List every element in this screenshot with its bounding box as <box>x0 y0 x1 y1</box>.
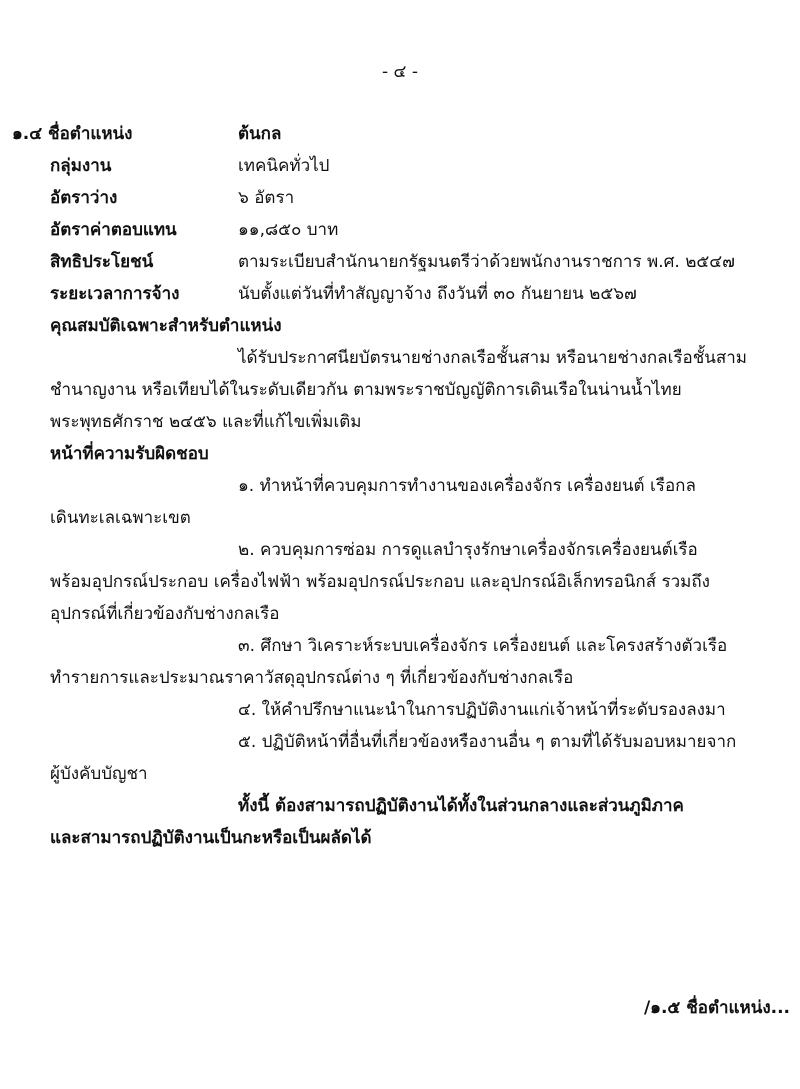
duty-1-line: เดินทะเลเฉพาะเขต <box>50 508 191 528</box>
duty-5-line: ผู้บังคับบัญชา <box>50 764 148 784</box>
note-line: และสามารถปฏิบัติงานเป็นกะหรือเป็นผลัดได้ <box>50 828 372 848</box>
benefit-label: สิทธิประโยชน์ <box>50 252 154 272</box>
duty-1-line: ๑. ทำหน้าที่ควบคุมการทำงานของเครื่องจักร เครื่องยนต์ เรือกล <box>238 476 696 496</box>
qualifications-line: พระพุทธศักราช ๒๔๕๖ และที่แก้ไขเพิ่มเติม <box>50 412 362 432</box>
duty-3-line: ๓. ศึกษา วิเคราะห์ระบบเครื่องจักร เครื่องยนต์ และโครงสร้างตัวเรือ <box>238 636 728 656</box>
duty-2-line: ๒. ควบคุมการซ่อม การดูแลบำรุงรักษาเครื่องจักรเครื่องยนต์เรือ <box>238 540 698 560</box>
position-number-label: ๑.๔ ชื่อตำแหน่ง <box>12 124 133 144</box>
duty-3-line: ทำรายการและประมาณราคาวัสดุอุปกรณ์ต่าง ๆ ที่เกี่ยวข้องกับช่างกลเรือ <box>50 668 574 688</box>
term-label: ระยะเวลาการจ้าง <box>50 284 180 304</box>
vacancy-value: ๖ อัตรา <box>238 188 295 208</box>
duty-4-line: ๔. ให้คำปรึกษาแนะนำในการปฏิบัติงานแก่เจ้าหน้าที่ระดับรองลงมา <box>238 700 726 720</box>
position-number-value: ต้นกล <box>238 124 282 144</box>
qualifications-line: ได้รับประกาศนียบัตรนายช่างกลเรือชั้นสาม หรือนายช่างกลเรือชั้นสาม <box>238 348 748 368</box>
duty-5-line: ๕. ปฏิบัติหน้าที่อื่นที่เกี่ยวข้องหรืองานอื่น ๆ ตามที่ได้รับมอบหมายจาก <box>238 732 737 752</box>
group-label: กลุ่มงาน <box>50 156 112 176</box>
term-value: นับตั้งแต่วันที่ทำสัญญาจ้าง ถึงวันที่ ๓๐ กันยายน ๒๕๖๗ <box>238 284 637 304</box>
duty-2-line: พร้อมอุปกรณ์ประกอบ เครื่องไฟฟ้า พร้อมอุปกรณ์ประกอบ และอุปกรณ์อิเล็กทรอนิกส์ รวมถึง <box>50 572 710 592</box>
qualifications-line: ชำนาญงาน หรือเทียบได้ในระดับเดียวกัน ตามพระราชบัญญัติการเดินเรือในน่านน้ำไทย <box>50 380 682 400</box>
salary-label: อัตราค่าตอบแทน <box>50 220 177 240</box>
duty-2-line: อุปกรณ์ที่เกี่ยวข้องกับช่างกลเรือ <box>50 604 280 624</box>
vacancy-label: อัตราว่าง <box>50 188 118 208</box>
group-value: เทคนิคทั่วไป <box>238 156 330 176</box>
note-line: ทั้งนี้ ต้องสามารถปฏิบัติงานได้ทั้งในส่วนกลางและส่วนภูมิภาค <box>238 796 684 816</box>
continuation-marker: /๑.๕ ชื่อตำแหน่ง... <box>643 998 790 1018</box>
page-number: - ๔ - <box>382 62 418 82</box>
duties-heading: หน้าที่ความรับผิดชอบ <box>50 444 209 464</box>
qualifications-heading: คุณสมบัติเฉพาะสำหรับตำแหน่ง <box>50 316 282 336</box>
benefit-value: ตามระเบียบสำนักนายกรัฐมนตรีว่าด้วยพนักงานราชการ พ.ศ. ๒๕๔๗ <box>238 252 735 272</box>
salary-value: ๑๑,๘๕๐ บาท <box>238 220 339 240</box>
